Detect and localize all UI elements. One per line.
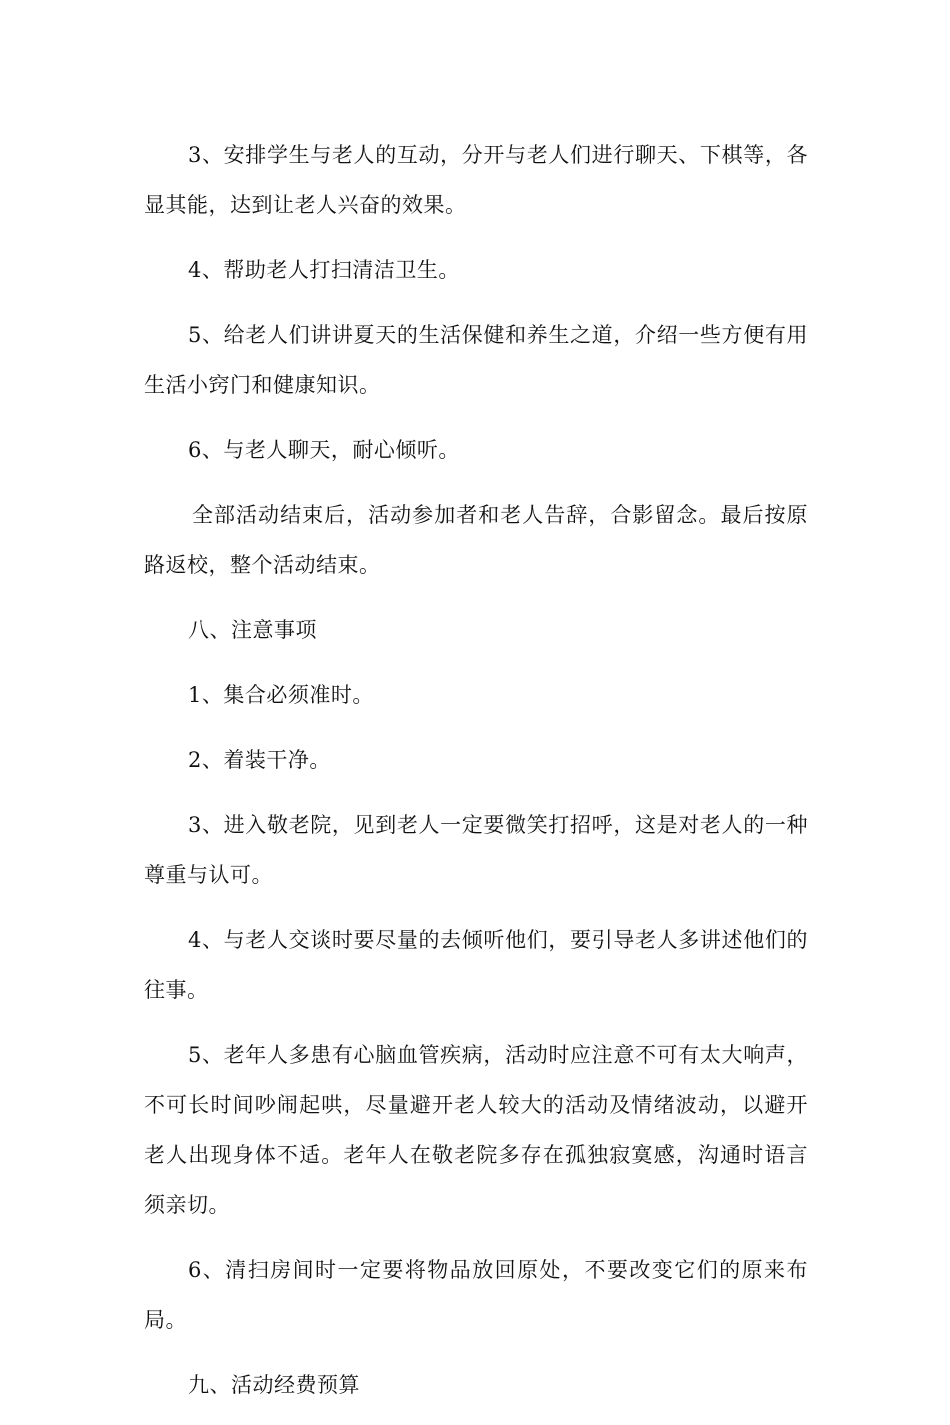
section-heading-precautions: 八、注意事项 (188, 618, 317, 642)
paragraph-activity-end: 全部活动结束后，活动参加者和老人告辞，合影留念。最后按原路返校，整个活动结束。 (144, 503, 808, 577)
precaution-5: 5、老年人多患有心脑血管疾病，活动时应注意不可有太大响声，不可长时间吵闹起哄，尽量避开老人较大的活动及情绪波动，以避开老人出现身体不适。老年人在敬老院多存在孤独寂寞感，沟通时语言须亲切。 (144, 1043, 808, 1217)
paragraph-activity-3: 3、安排学生与老人的互动，分开与老人们进行聊天、下棋等，各显其能，达到让老人兴奋的效果。 (144, 143, 808, 217)
precaution-4: 4、与老人交谈时要尽量的去倾听他们，要引导老人多讲述他们的往事。 (144, 928, 808, 1002)
paragraph-activity-6: 6、与老人聊天，耐心倾听。 (188, 438, 460, 462)
precaution-1: 1、集合必须准时。 (188, 683, 374, 707)
document-body (144, 130, 808, 1425)
precaution-3: 3、进入敬老院，见到老人一定要微笑打招呼，这是对老人的一种尊重与认可。 (144, 813, 808, 887)
paragraph-activity-4: 4、帮助老人打扫清洁卫生。 (188, 258, 460, 282)
section-heading-budget: 九、活动经费预算 (188, 1373, 360, 1397)
precaution-6: 6、清扫房间时一定要将物品放回原处，不要改变它们的原来布局。 (144, 1258, 808, 1332)
paragraph-activity-5: 5、给老人们讲讲夏天的生活保健和养生之道，介绍一些方便有用生活小窍门和健康知识。 (144, 323, 808, 397)
precaution-2: 2、着装干净。 (188, 748, 331, 772)
